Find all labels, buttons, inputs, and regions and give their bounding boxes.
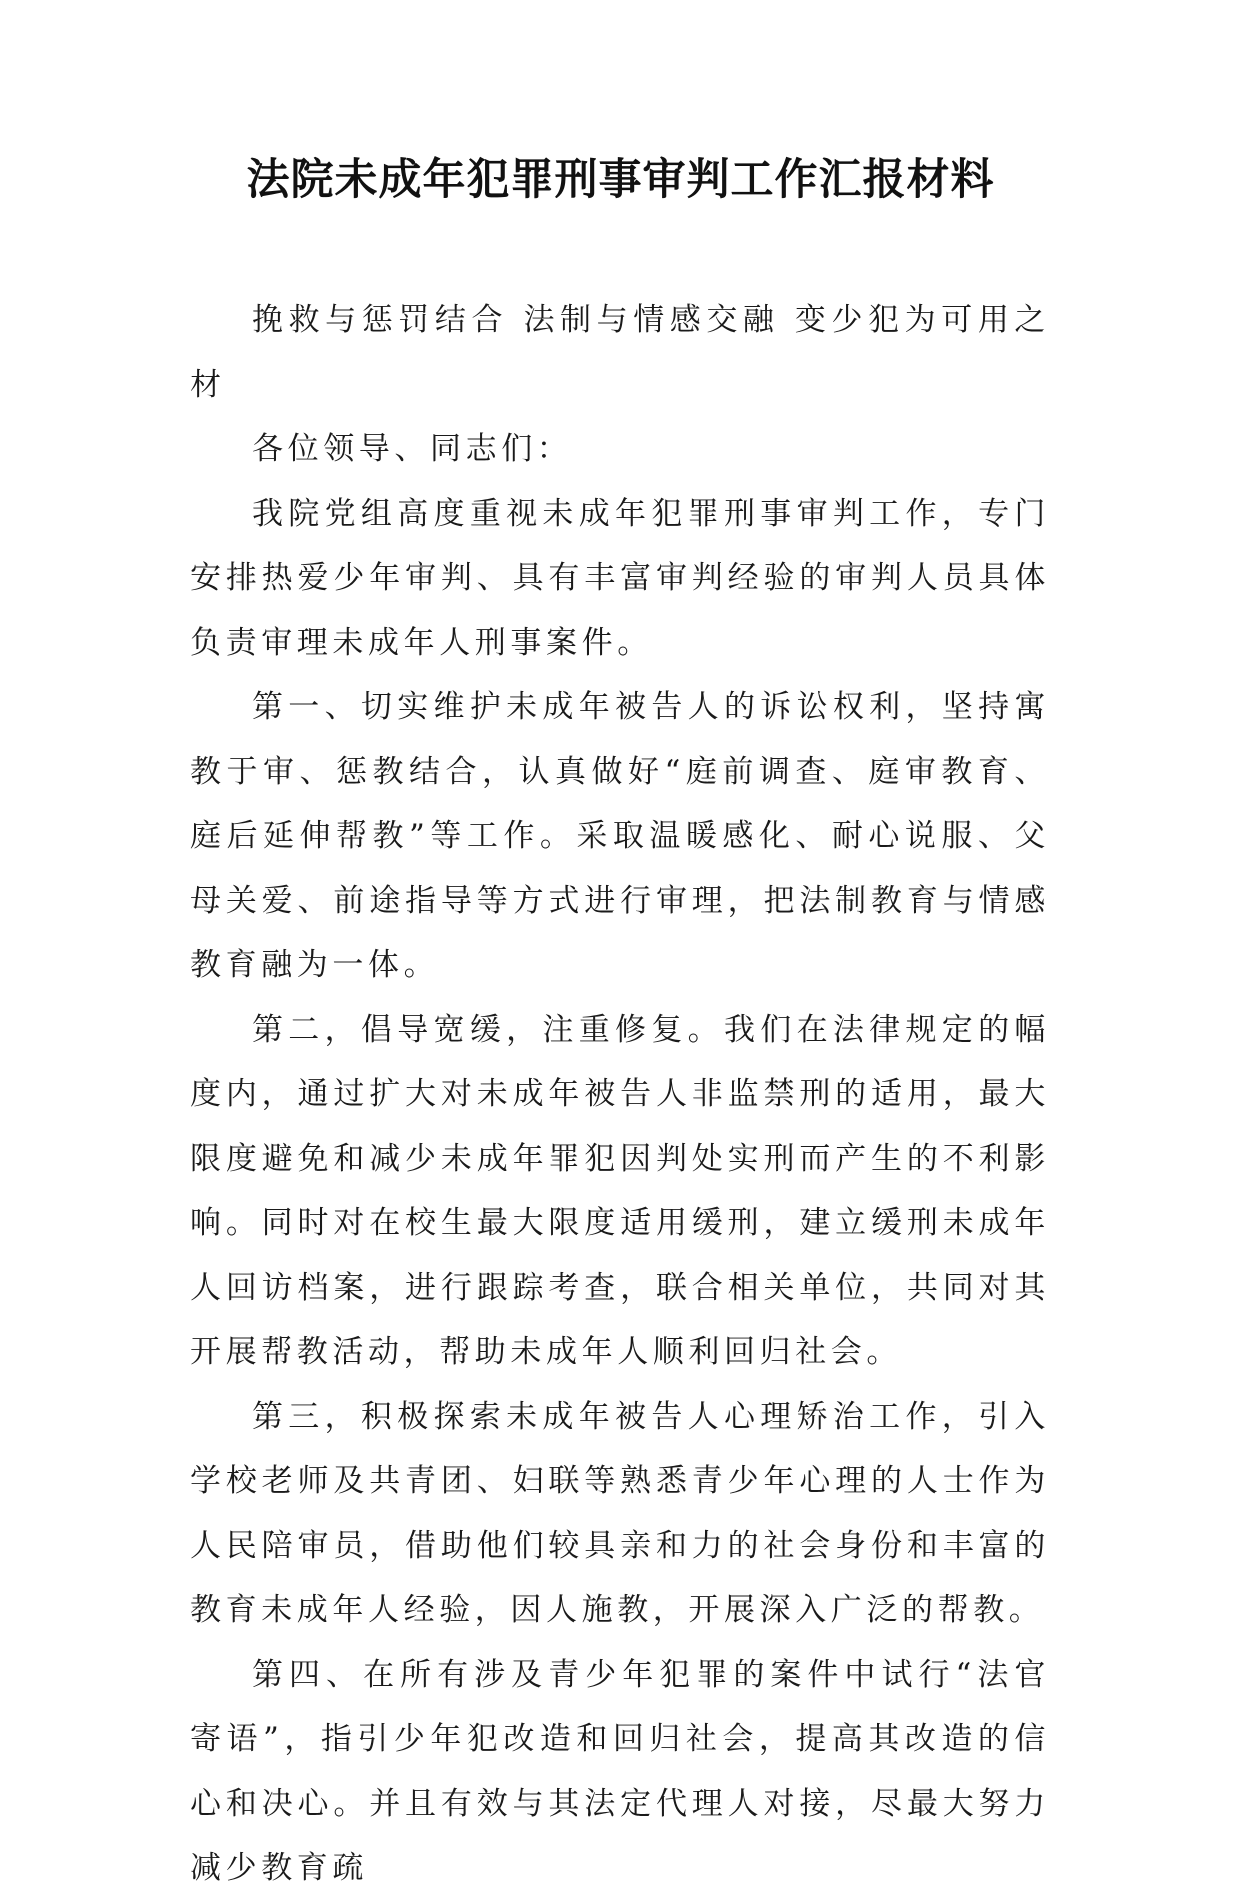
body-paragraph: 第三，积极探索未成年被告人心理矫治工作，引入学校老师及共青团、妇联等熟悉青少年心理的人士作为人民陪审员，借助他们较具亲和力的社会身份和丰富的教育未成年人经验，因人施教，开展深入广泛的帮教。 [190,1398,1050,1628]
subtitle-line: 挽救与惩罚结合 法制与情感交融 变少犯为可用之材 [190,302,1050,403]
body-paragraph: 第四、在所有涉及青少年犯罪的案件中试行“法官寄语”，指引少年犯改造和回归社会，提高其改造的信心和决心。并且有效与其法定代理人对接，尽最大努力减少教育疏 [190,1656,1050,1886]
document-title: 法院未成年犯罪刑事审判工作汇报材料 [246,155,995,205]
salutation-line: 各位领导、同志们： [252,431,573,467]
document-body [190,288,1050,1901]
body-paragraph: 第二，倡导宽缓，注重修复。我们在法律规定的幅度内，通过扩大对未成年被告人非监禁刑的适用，最大限度避免和减少未成年罪犯因判处实刑而产生的不利影响。同时对在校生最大限度适用缓刑，建立缓刑未成年人回访档案，进行跟踪考查，联合相关单位，共同对其开展帮教活动，帮助未成年人顺利回归社会。 [190,1011,1050,1370]
body-paragraph: 我院党组高度重视未成年犯罪刑事审判工作，专门安排热爱少年审判、具有丰富审判经验的审判人员具体负责审理未成年人刑事案件。 [190,495,1050,661]
body-paragraph: 第一、切实维护未成年被告人的诉讼权利，坚持寓教于审、惩教结合，认真做好“庭前调查、庭审教育、庭后延伸帮教”等工作。采取温暖感化、耐心说服、父母关爱、前途指导等方式进行审理，把法制教育与情感教育融为一体。 [190,689,1050,983]
